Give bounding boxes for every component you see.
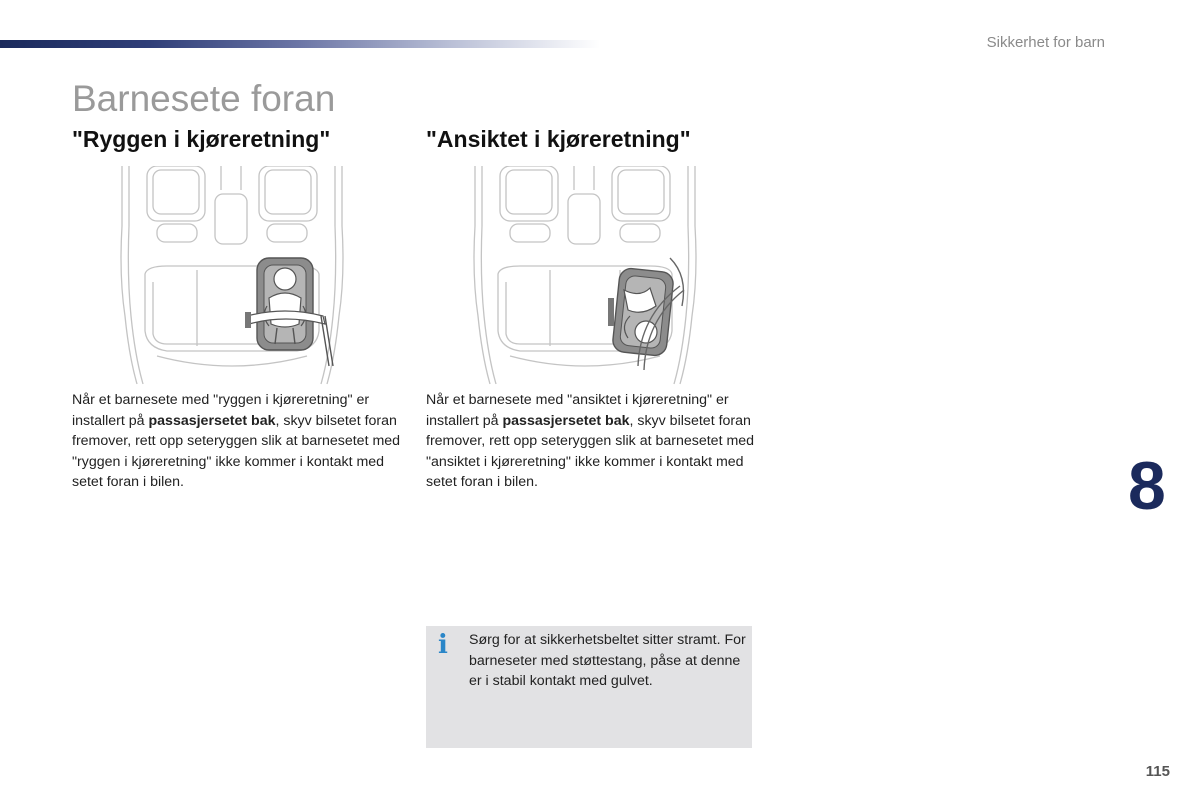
section-label: Sikkerhet for barn (986, 34, 1105, 51)
chapter-number: 8 (1128, 448, 1166, 524)
body-paragraph (72, 390, 402, 493)
body-text-after: , skyv bilsetet foran fremover, rett opp seteryggen slik at barnesetet med "ansiktet i kjøreretning" ikke kommer i kontakt med setet foran i bilen. (426, 412, 755, 490)
info-text: Sørg for at sikkerhetsbeltet sitter stramt. For barneseter med støttestang, påse at denne er i stabil kontakt med gulvet. (469, 632, 746, 689)
column-heading: "Ansiktet i kjøreretning" (426, 126, 691, 152)
body-text-before: Når et barnesete med "ryggen i kjøreretning" er installert på (72, 392, 370, 429)
forward-facing-child-seat-diagram (470, 166, 700, 386)
body-paragraph (426, 390, 756, 493)
info-icon: i (438, 630, 448, 660)
rear-facing-child-seat-diagram (117, 166, 347, 386)
body-text-before: Når et barnesete med "ansiktet i kjøreretning" er installert på (426, 392, 729, 429)
info-box (426, 626, 752, 748)
body-text-bold: passasjersetet bak (502, 412, 630, 429)
page-number: 115 (1145, 763, 1170, 780)
header-accent-bar (0, 40, 600, 48)
column-heading: "Ryggen i kjøreretning" (72, 126, 331, 152)
body-text-bold: passasjersetet bak (148, 412, 276, 429)
column-forward-facing (426, 126, 756, 490)
page-title: Barnesete foran (72, 78, 336, 119)
column-rear-facing (72, 126, 402, 490)
body-text-after: , skyv bilsetet foran fremover, rett opp seteryggen slik at barnesetet med "ryggen i kjøreretning" ikke kommer i kontakt med setet foran i bilen. (72, 412, 401, 490)
